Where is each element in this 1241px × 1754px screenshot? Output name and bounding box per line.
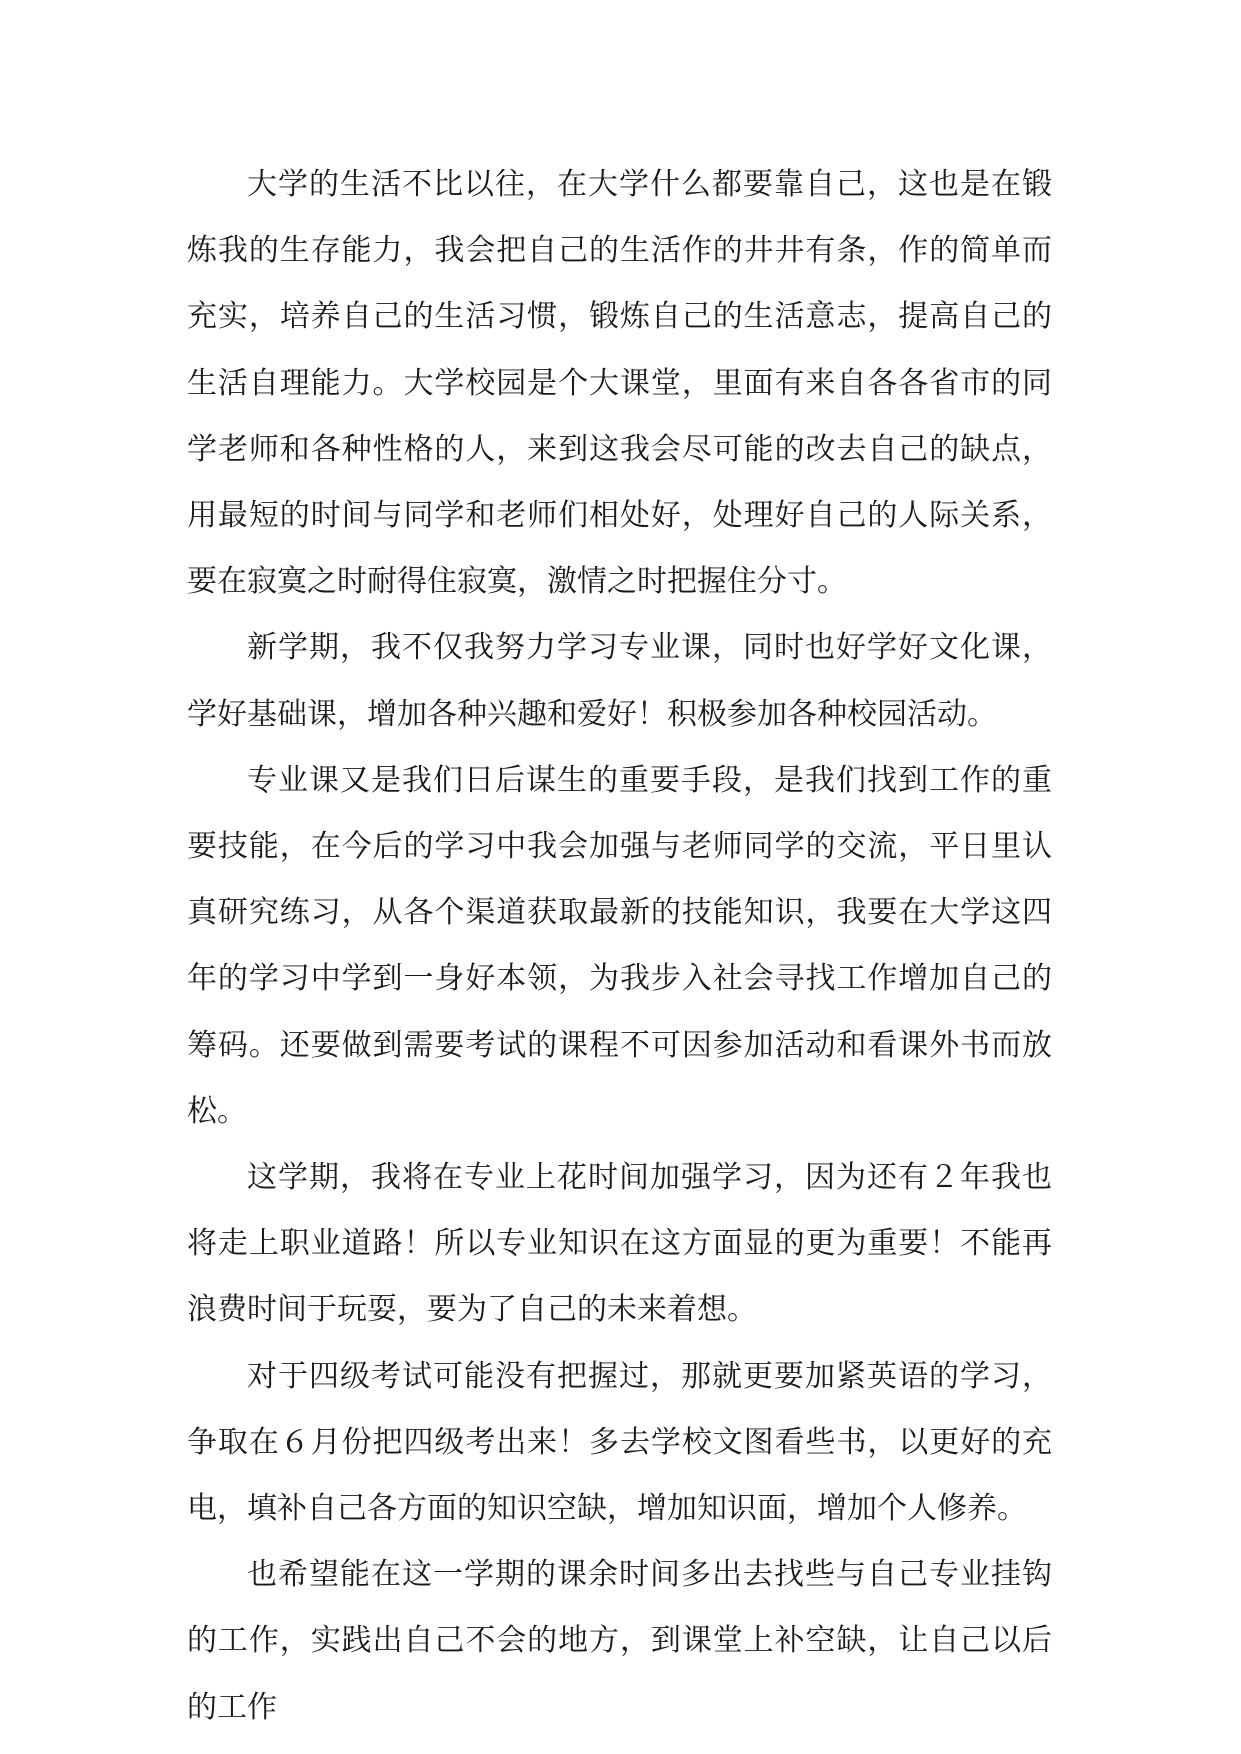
paragraph-2: 新学期，我不仅我努力学习专业课，同时也好学好文化课，学好基础课，增加各种兴趣和爱好！积极参加各种校园活动。: [187, 630, 1052, 732]
paragraph-6: 也希望能在这一学期的课余时间多出去找些与自己专业挂钩的工作，实践出自己不会的地方，到课堂上补空缺，让自己以后的工作: [187, 1557, 1052, 1725]
paragraph-4: 这学期，我将在专业上花时间加强学习，因为还有２年我也将走上职业道路！所以专业知识在这方面显的更为重要！不能再浪费时间于玩耍，要为了自己的未来着想。: [187, 1160, 1052, 1328]
paragraph-1: 大学的生活不比以往，在大学什么都要靠自己，这也是在锻炼我的生存能力，我会把自己的生活作的井井有条，作的简单而充实，培养自己的生活习惯，锻炼自己的生活意志，提高自己的生活自理能力。大学校园是个大课堂，里面有来自各各省市的同学老师和各种性格的人，来到这我会尽可能的改去自己的缺点，用最短的时间与同学和老师们相处好，处理好自己的人际关系，要在寂寞之时耐得住寂寞，激情之时把握住分寸。: [187, 167, 1052, 600]
paragraph-3: 专业课又是我们日后谋生的重要手段，是我们找到工作的重要技能，在今后的学习中我会加强与老师同学的交流，平日里认真研究练习，从各个渠道获取最新的技能知识，我要在大学这四年的学习中学到一身好本领，为我步入社会寻找工作增加自己的筹码。还要做到需要考试的课程不可因参加活动和看课外书而放松。: [187, 762, 1052, 1129]
paragraph-5: 对于四级考试可能没有把握过，那就更要加紧英语的学习，争取在６月份把四级考出来！多去学校文图看些书，以更好的充电，填补自己各方面的知识空缺，增加知识面，增加个人修养。: [187, 1358, 1052, 1527]
document-body: [187, 152, 1052, 1741]
